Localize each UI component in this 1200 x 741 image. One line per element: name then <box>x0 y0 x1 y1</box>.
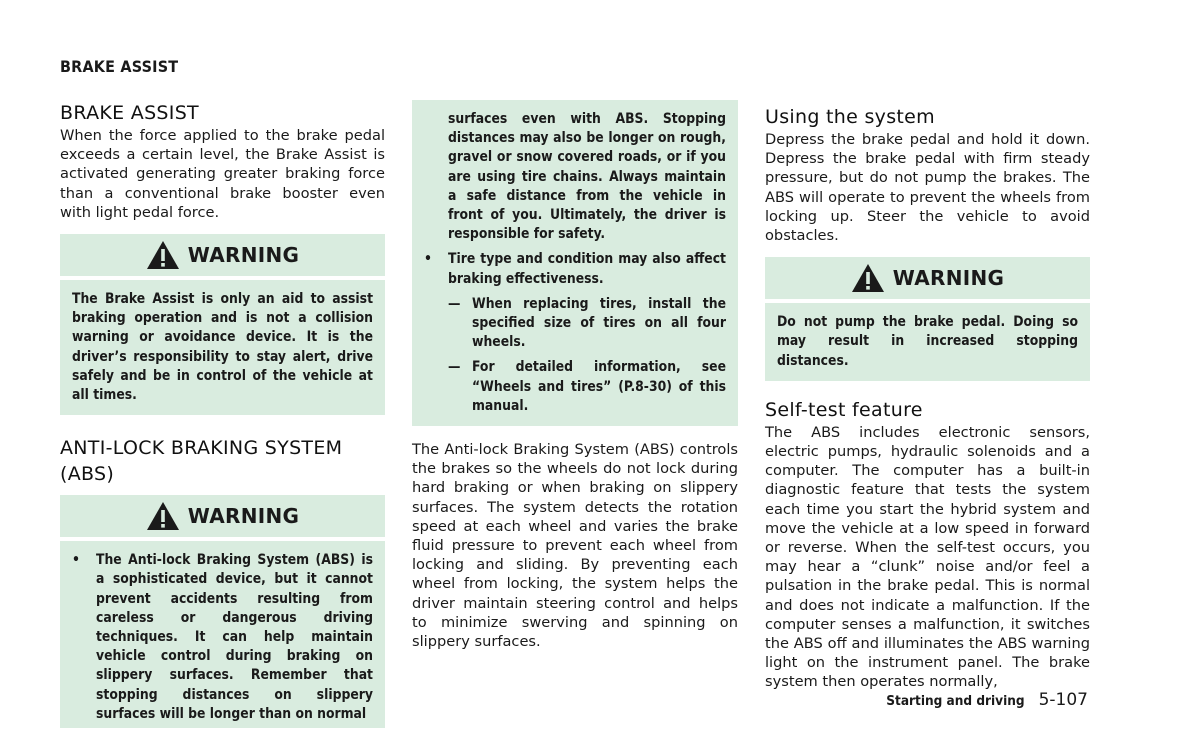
warning-header <box>765 257 1090 299</box>
self-test-heading: Self-test feature <box>765 398 923 421</box>
warning-label: WARNING <box>187 504 300 529</box>
warning-continued <box>412 100 738 426</box>
warning-text: Do not pump the brake pedal. Doing so may result in increased stopping distances. <box>765 303 1090 381</box>
column-right <box>765 104 1090 692</box>
using-system-paragraph: Depress the brake pedal and hold it down. Depress the brake pedal with firm steady pressure, but do not pump the brakes. The ABS will operate to prevent the wheels from locking up. Steer the vehicle to avoid obstacles. <box>765 131 1090 245</box>
warning-dash-item <box>448 358 726 416</box>
warning-bullet-item <box>72 551 373 724</box>
dash-mark: — <box>448 295 461 312</box>
page-number: 5-107 <box>1038 690 1088 710</box>
running-head: BRAKE ASSIST <box>60 57 179 76</box>
brake-assist-heading: BRAKE ASSIST <box>60 102 199 124</box>
warning-label: WARNING <box>187 243 300 268</box>
self-test-paragraph: The ABS includes electronic sensors, electric pumps, hydraulic solenoids and a computer. The computer has a built-in diagnostic feature that tests the system each time you start the hybrid system and move the vehicle at a low speed in forward or reverse. When the self-test occurs, you may hear a “clunk” noise and/or feel a pulsation in the brake pedal. This is normal and does not indicate a malfunction. If the computer senses a malfunction, it switches the ABS off and illuminates the ABS warning light on the instrument panel. The brake system then operates normally, <box>765 423 1090 691</box>
chapter-name: Starting and driving <box>886 693 1025 709</box>
bullet-mark: • <box>72 552 80 569</box>
warning-box-abs <box>60 495 385 728</box>
warning-box-brake-assist <box>60 234 385 415</box>
warning-triangle-icon <box>851 263 885 293</box>
warning-dash-item <box>448 295 726 353</box>
brake-assist-paragraph: When the force applied to the brake pedal exceeds a certain level, the Brake Assist is activated generating greater braking force than a conventional brake booster even with light pedal force. <box>60 127 385 221</box>
warning-triangle-icon <box>146 501 180 531</box>
warning-triangle-icon <box>146 240 180 270</box>
warning-text <box>60 541 385 728</box>
page-footer <box>886 690 1088 710</box>
using-system-heading: Using the system <box>765 106 935 128</box>
dash-text: When replacing tires, install the specified size of tires on all four wheels. <box>472 295 726 351</box>
bullet-text: The Anti-lock Braking System (ABS) is a sophisticated device, but it cannot prevent accidents resulting from careless or dangerous driving techniques. It can help maintain vehicle control during braking on slippery surfaces. Remember that stopping distances on slippery surfaces will be longer than on normal <box>96 552 373 722</box>
bullet-mark: • <box>424 251 432 268</box>
column-left <box>60 100 385 728</box>
dash-mark: — <box>448 359 461 376</box>
warning-label: WARNING <box>892 266 1005 291</box>
abs-heading: ANTI-LOCK BRAKING SYSTEM (ABS) <box>60 437 343 486</box>
warning-header <box>60 234 385 276</box>
warning-text: The Brake Assist is only an aid to assist braking operation and is not a collision warning or avoidance device. It is the driver’s responsibility to stay alert, drive safely and be in control of the vehicle at all times. <box>60 280 385 415</box>
warning-bullet-item <box>424 250 726 288</box>
warning-box-pump <box>765 257 1090 381</box>
warning-cont-text: surfaces even with ABS. Stopping distances may also be longer on rough, gravel or snow covered roads, or if you are using tire chains. Always maintain a safe distance from the vehicle in front of you. Ultimately, the driver is responsible for safety. <box>448 111 726 243</box>
column-middle <box>412 100 738 651</box>
abs-paragraph: The Anti-lock Braking System (ABS) controls the brakes so the wheels do not lock during hard braking or when braking on slippery surfaces. The system detects the rotation speed at each wheel and varies the brake fluid pressure to prevent each wheel from locking and sliding. By preventing each wheel from locking, the system helps the driver maintain steering control and helps to minimize swerving and spinning on slippery surfaces. <box>412 441 738 651</box>
bullet-text: Tire type and condition may also affect braking effectiveness. <box>448 251 726 287</box>
warning-header <box>60 495 385 537</box>
dash-text: For detailed information, see “Wheels and tires” (P.8-30) of this manual. <box>472 359 726 414</box>
